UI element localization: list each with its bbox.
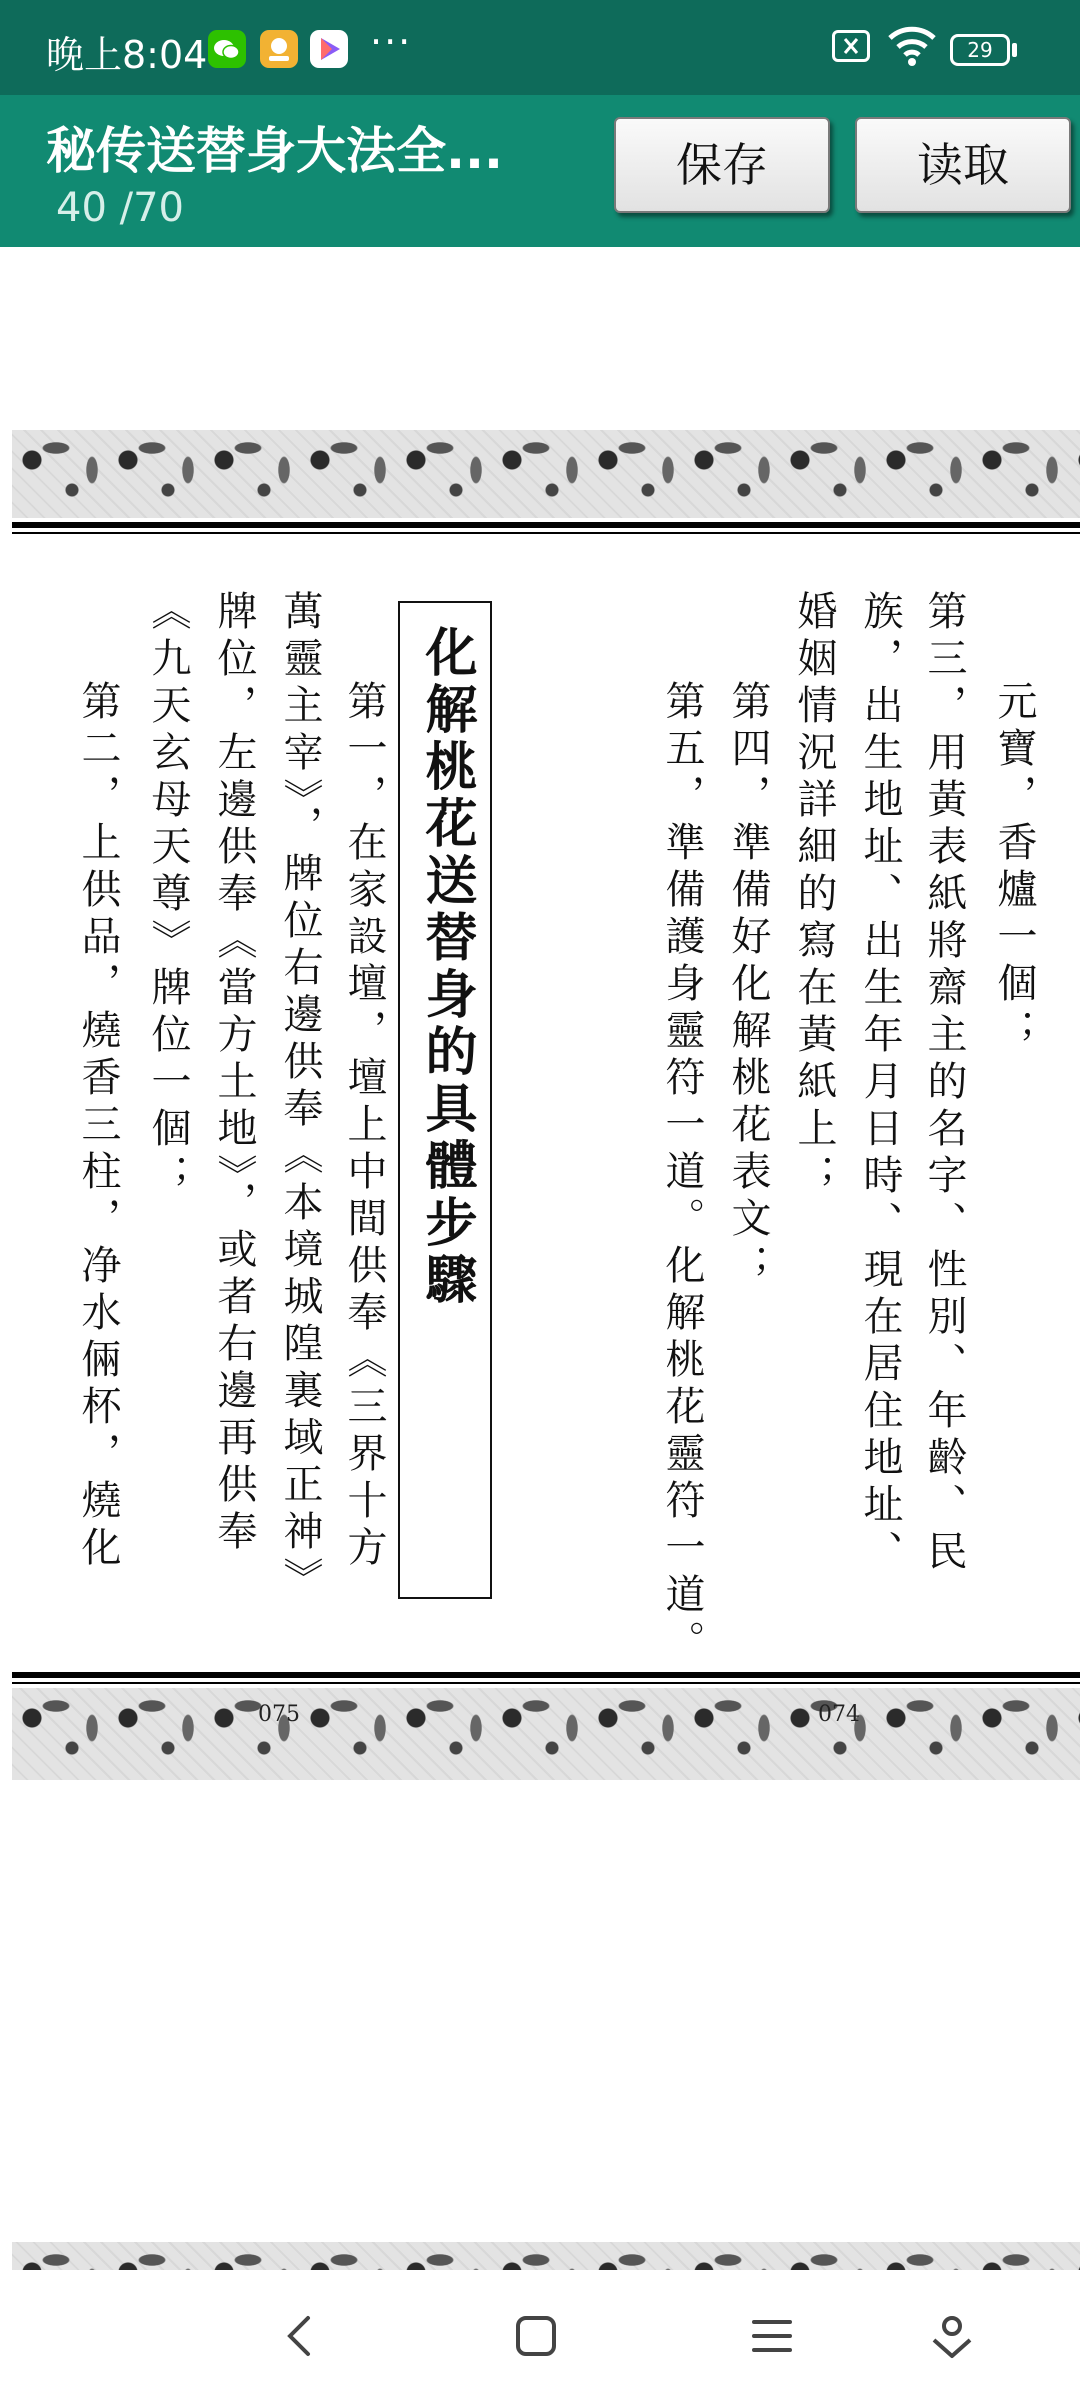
text-column: 第一，在家設壇，壇上中間供奉《三界十方	[341, 680, 387, 1573]
load-button[interactable]: 读取	[855, 117, 1071, 213]
text-column: 第三，用黃表紙將齋主的名字、性別、年齡、民	[921, 590, 967, 1577]
document-title: 秘传送替身大法全...	[46, 122, 503, 180]
sim-blocked-icon	[832, 30, 870, 62]
photo-app-icon	[260, 30, 298, 68]
text-column: 元寶，香爐一個；	[991, 680, 1037, 1056]
text-column: 婚姻情況詳細的寫在黃紙上；	[791, 590, 837, 1201]
rule-line	[12, 1672, 1080, 1678]
wifi-icon	[886, 22, 938, 72]
play-store-icon	[310, 30, 348, 68]
status-bar	[0, 0, 1080, 95]
battery-icon: 29	[950, 34, 1010, 66]
text-column: 萬靈主宰》，牌位右邊供奉《本境城隍裏域正神》	[277, 590, 323, 1604]
app-bar	[0, 95, 1080, 247]
text-column: 第二，上供品，燒香三柱，净水倆杯，燒化	[75, 680, 121, 1573]
section-title: 化解桃花送替身的具體步驟	[416, 625, 476, 1309]
text-column: 第五，準備護身靈符一道。化解桃花靈符一道。	[659, 680, 705, 1667]
page-number-right: 074	[818, 1702, 860, 1727]
rule-line	[12, 522, 1080, 528]
page-counter: 40 /70	[56, 185, 184, 231]
rule-line	[12, 532, 1080, 534]
next-page-border	[12, 2242, 1080, 2270]
home-icon[interactable]	[508, 2308, 564, 2368]
decorative-border-top	[12, 430, 1080, 518]
navigation-bar	[0, 2280, 1080, 2400]
text-column: 《九天玄母天尊》牌位一個；	[145, 590, 191, 1201]
status-time: 晚上8:04	[46, 33, 208, 77]
page-number-left: 075	[258, 1702, 300, 1727]
text-column: 族，出生地址、出生年月日時、現在居住地址、	[857, 590, 903, 1577]
section-title-box	[398, 601, 492, 1599]
more-icon: ···	[370, 20, 413, 64]
wechat-icon	[208, 30, 246, 68]
text-column: 牌位，左邊供奉《當方土地》，或者右邊再供奉	[211, 590, 257, 1557]
save-button[interactable]: 保存	[614, 117, 830, 213]
rule-line	[12, 1682, 1080, 1684]
text-column: 第四，準備好化解桃花表文；	[725, 680, 771, 1291]
battery-tip	[1012, 43, 1017, 57]
assistant-icon[interactable]	[924, 2308, 980, 2368]
back-icon[interactable]	[276, 2308, 324, 2368]
decorative-border-bottom	[12, 1688, 1080, 1780]
menu-icon[interactable]	[744, 2308, 800, 2368]
